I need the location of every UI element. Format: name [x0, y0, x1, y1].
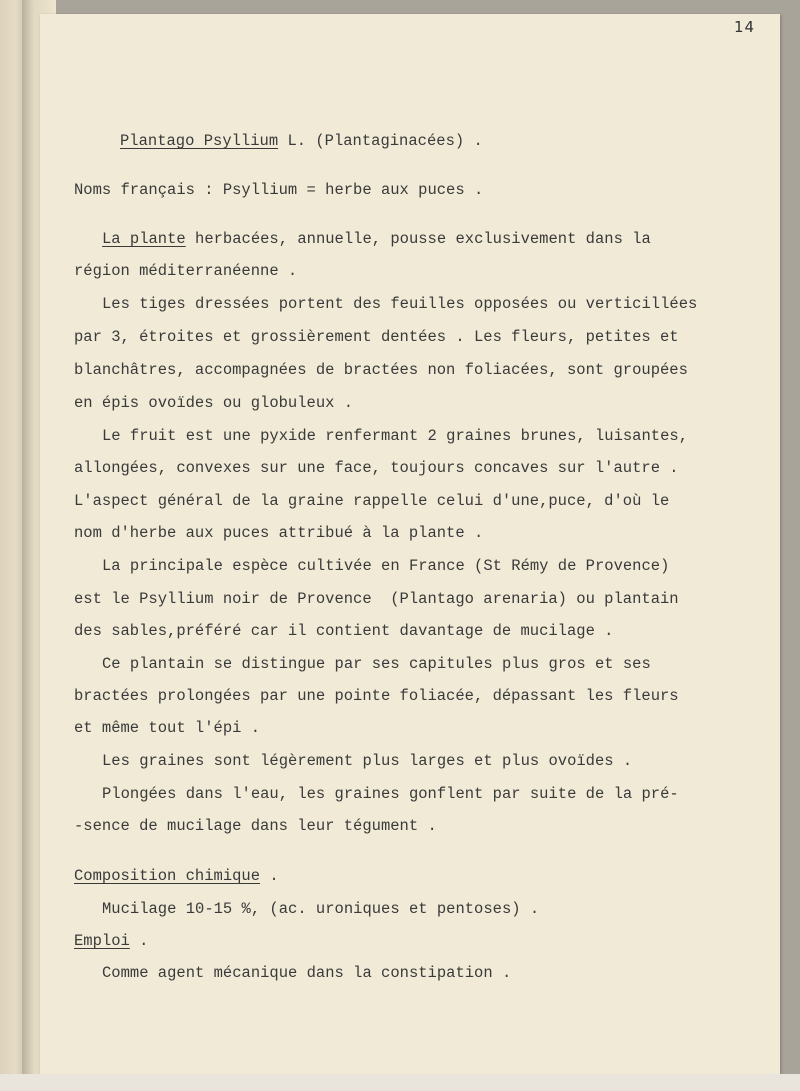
- emploi-text: Comme agent mécanique dans la constipation .: [102, 964, 512, 982]
- plante-paragraph-line-2: région méditerranéenne .: [74, 262, 298, 280]
- plante-line-1-rest: herbacées, annuelle, pousse exclusivement dans la: [185, 230, 651, 248]
- body-line: blanchâtres, accompagnées de bractées non foliacées, sont groupées: [74, 361, 688, 379]
- body-line: La principale espèce cultivée en France (St Rémy de Provence): [102, 557, 670, 575]
- title-family: L. (Plantaginacées) .: [278, 132, 483, 150]
- body-line: Les graines sont légèrement plus larges et plus ovoïdes .: [102, 752, 633, 770]
- body-line: Les tiges dressées portent des feuilles opposées ou verticillées: [102, 295, 698, 313]
- emploi-heading: Emploi: [74, 932, 130, 950]
- body-line: nom d'herbe aux puces attribué à la plante .: [74, 524, 484, 542]
- composition-heading-suffix: .: [260, 867, 279, 885]
- emploi-heading-line: [74, 934, 148, 950]
- plante-paragraph-line-1: [102, 232, 651, 248]
- body-line: et même tout l'épi .: [74, 719, 261, 737]
- bottom-margin: [0, 1074, 800, 1091]
- body-line: bractées prolongées par une pointe foliacée, dépassant les fleurs: [74, 687, 679, 705]
- body-line: par 3, étroites et grossièrement dentées . Les fleurs, petites et: [74, 328, 679, 346]
- title-genus: Plantago Psyllium: [120, 132, 279, 150]
- composition-heading: Composition chimique: [74, 867, 261, 885]
- title: [120, 134, 483, 150]
- body-line: en épis ovoïdes ou globuleux .: [74, 394, 354, 412]
- body-line: des sables,préféré car il contient davantage de mucilage .: [74, 622, 614, 640]
- plante-label: La plante: [102, 230, 186, 248]
- body-line: Le fruit est une pyxide renfermant 2 graines brunes, luisantes,: [102, 427, 688, 445]
- body-line: Ce plantain se distingue par ses capitules plus gros et ses: [102, 655, 651, 673]
- composition-heading-line: [74, 869, 279, 885]
- emploi-heading-suffix: .: [129, 932, 149, 950]
- common-names: Noms français : Psyllium = herbe aux puces .: [74, 181, 484, 199]
- body-line: L'aspect général de la graine rappelle celui d'une,puce, d'où le: [74, 492, 670, 510]
- body-line: Plongées dans l'eau, les graines gonflent par suite de la pré-: [102, 785, 679, 803]
- body-line: allongées, convexes sur une face, toujours concaves sur l'autre .: [74, 459, 679, 477]
- body-line: est le Psyllium noir de Provence (Plantago arenaria) ou plantain: [74, 590, 679, 608]
- composition-text: Mucilage 10-15 %, (ac. uroniques et pentoses) .: [102, 900, 540, 918]
- page-number: 14: [734, 18, 756, 36]
- body-line: -sence de mucilage dans leur tégument .: [74, 817, 437, 835]
